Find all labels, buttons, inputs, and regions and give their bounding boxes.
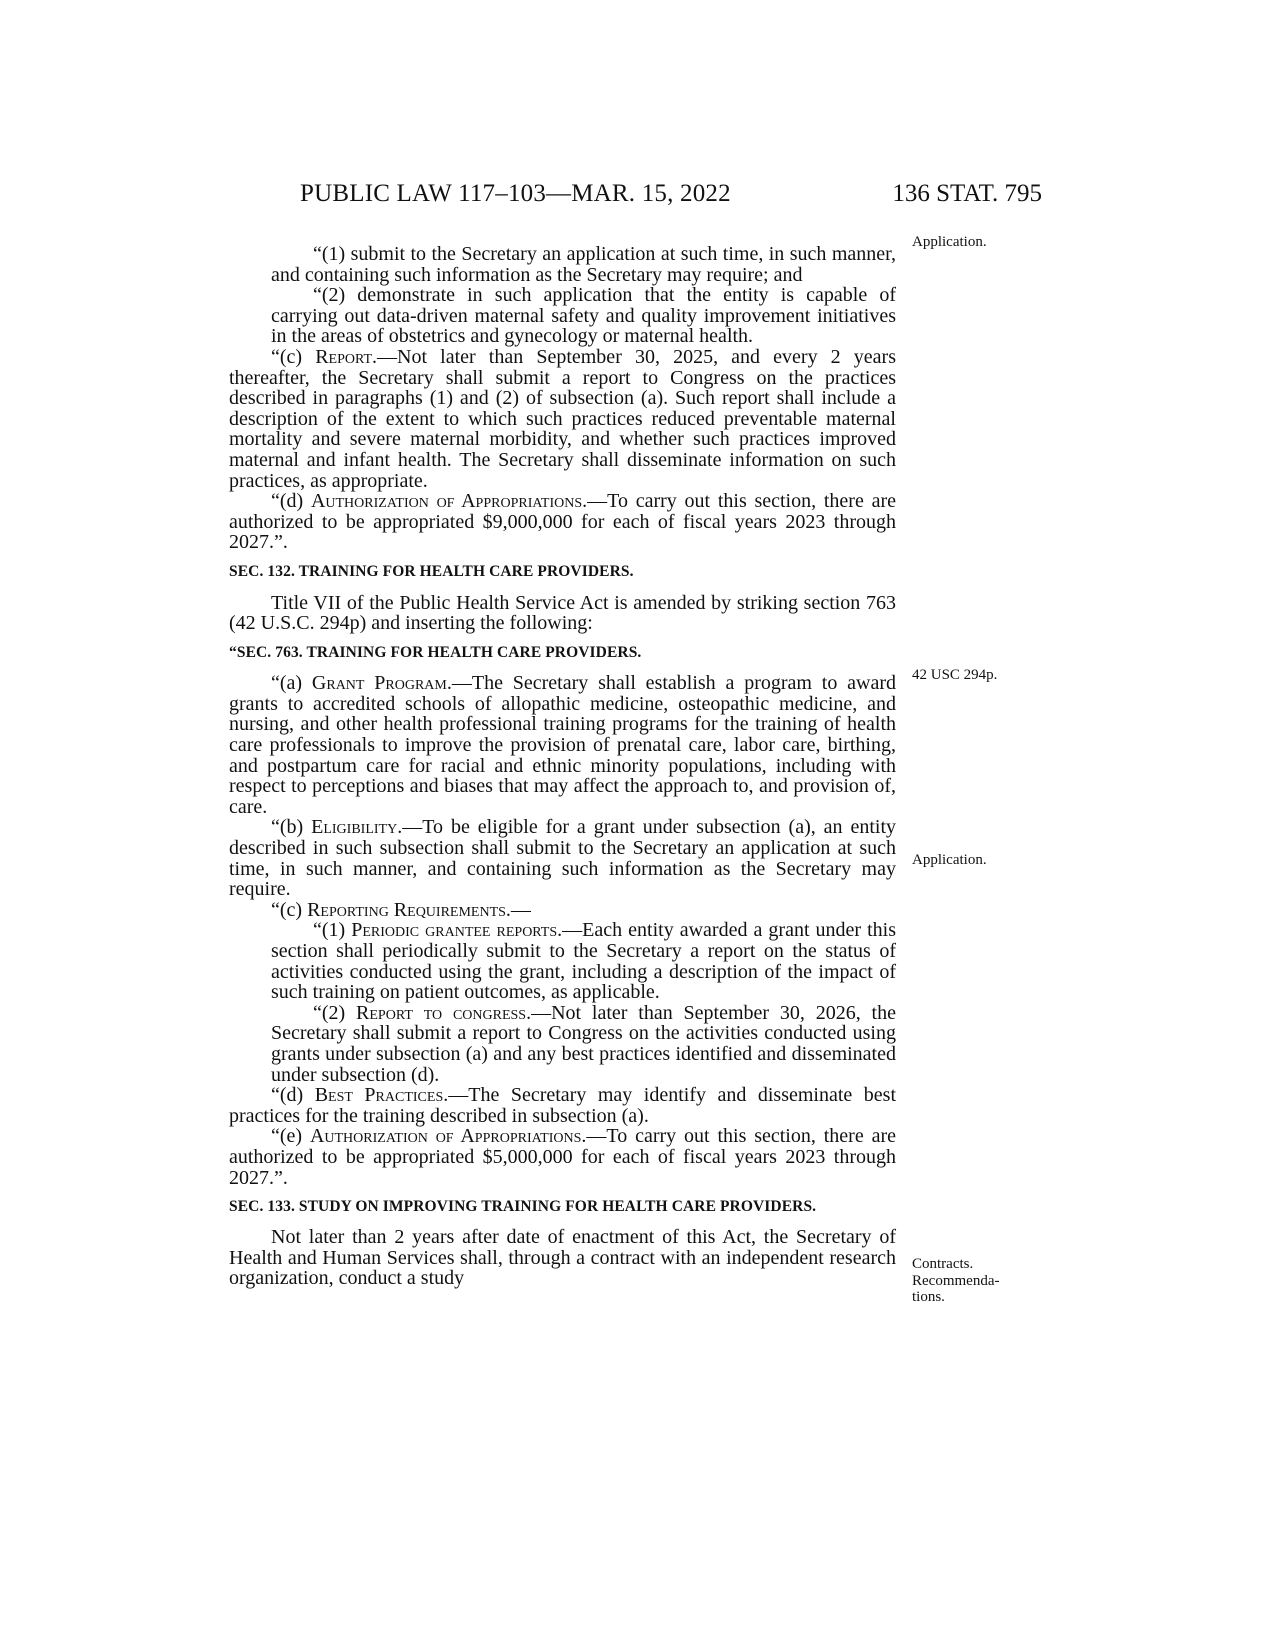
subsection-c-reporting: “(c) Reporting Requirements.— — [271, 898, 531, 921]
statute-text — [229, 244, 896, 1289]
margin-note-line: Contracts. — [912, 1256, 974, 1272]
paragraph-group — [229, 244, 896, 347]
margin-note-usc-citation: 42 USC 294p. — [912, 667, 998, 683]
heading-authorization: Authorization of Appropriations — [310, 490, 583, 513]
paragraph-1: “(1) submit to the Secretary an application at such time, in such manner, and containing such information as the Secretary may require; and — [271, 243, 896, 286]
subsection-a-grant-program: “(a) Grant Program.—The Secretary shall establish a program to award grants to accredited schools of allopathic medicine, osteopathic medicine, and nursing, and other health professional training programs for the training of health care professionals to improve the provision of prenatal care, labor care, birthing, and postpartum care for racial and ethnic minority populations, including with respect to perceptions and biases that may affect the approach to, and provision of, care. — [229, 672, 896, 818]
amendment-instruction: Title VII of the Public Health Service Act is amended by striking section 763 (42 U.S.C. 294p) and inserting the following: — [229, 591, 896, 635]
margin-note-contracts — [912, 1256, 999, 1306]
subsection-d-authorization: “(d) Authorization of Appropriations.—To carry out this section, there are authorized to be appropriated $9,000,000 for each of fiscal years 2023 through 2027.”. — [229, 490, 896, 554]
section-132-heading: SEC. 132. TRAINING FOR HEALTH CARE PROVIDERS. — [229, 562, 634, 580]
subsection-e-authorization: “(e) Authorization of Appropriations.—To carry out this section, there are authorized to be appropriated $5,000,000 for each of fiscal years 2023 through 2027.”. — [229, 1125, 896, 1189]
running-head: PUBLIC LAW 117–103—MAR. 15, 2022 — [300, 180, 731, 207]
margin-note-application: Application. — [912, 852, 987, 868]
section-763-heading: “SEC. 763. TRAINING FOR HEALTH CARE PROVIDERS. — [229, 643, 642, 661]
paragraph-periodic-reports: “(1) Periodic grantee reports.—Each entity awarded a grant under this section shall periodically submit to the Secretary a report on the status of activities conducted using the grant, including a description of the impact of such training on patient outcomes, as applicable. — [271, 919, 897, 1004]
subsection-c-report: “(c) Report.—Not later than September 30, 2025, and every 2 years thereafter, the Secretary shall submit a report to Congress on the practices described in paragraphs (1) and (2) of subsection (a). Such report shall include a description of the extent to which such practices reduced preventable maternal mortality and severe maternal morbidity, and whether such practices improved maternal and infant health. The Secretary shall disseminate information on such practices, as appropriate. — [229, 345, 896, 492]
paragraph-report-to-congress: “(2) Report to congress.—Not later than September 30, 2026, the Secretary shall submit a report to Congress on the activities conducted using grants under subsection (a) and any best practices identified and disseminated under subsection (d). — [271, 1001, 896, 1086]
heading-eligibility: Eligibility — [311, 816, 398, 839]
heading-best-practices: Best Practices — [314, 1084, 444, 1107]
heading-grant-program: Grant Program — [311, 672, 447, 695]
subsection-b-eligibility: “(b) Eligibility.—To be eligible for a grant under subsection (a), an entity described in such subsection shall submit to the Secretary an application at such time, in such manner, and containing such information as the Secretary may require. — [229, 816, 896, 901]
margin-note-line: tions. — [912, 1289, 945, 1305]
heading-periodic-reports: Periodic grantee reports — [351, 919, 558, 942]
section-133-heading: SEC. 133. STUDY ON IMPROVING TRAINING FOR HEALTH CARE PROVIDERS. — [229, 1198, 817, 1216]
subsection-d-best-practices: “(d) Best Practices.—The Secretary may identify and disseminate best practices for the training described in subsection (a). — [229, 1084, 896, 1127]
margin-note-application: Application. — [912, 234, 987, 250]
paragraph-group — [229, 920, 896, 1085]
heading-authorization: Authorization of Appropriations — [309, 1125, 582, 1148]
stat-page-number: 136 STAT. 795 — [892, 180, 1042, 207]
margin-note-line: Recommenda- — [912, 1272, 1000, 1289]
heading-reporting-requirements: Reporting Requirements — [307, 898, 506, 921]
section-133-text: Not later than 2 years after date of enactment of this Act, the Secretary of Health and Human Services shall, through a contract with an independent research organization, conduct a study — [229, 1226, 896, 1290]
paragraph-2: “(2) demonstrate in such application that the entity is capable of carrying out data-driven maternal safety and quality improvement initiatives in the areas of obstetrics and gynecology or maternal health. — [271, 284, 896, 348]
heading-report-to-congress: Report to congress — [356, 1001, 527, 1024]
heading-report: Report — [315, 345, 373, 368]
